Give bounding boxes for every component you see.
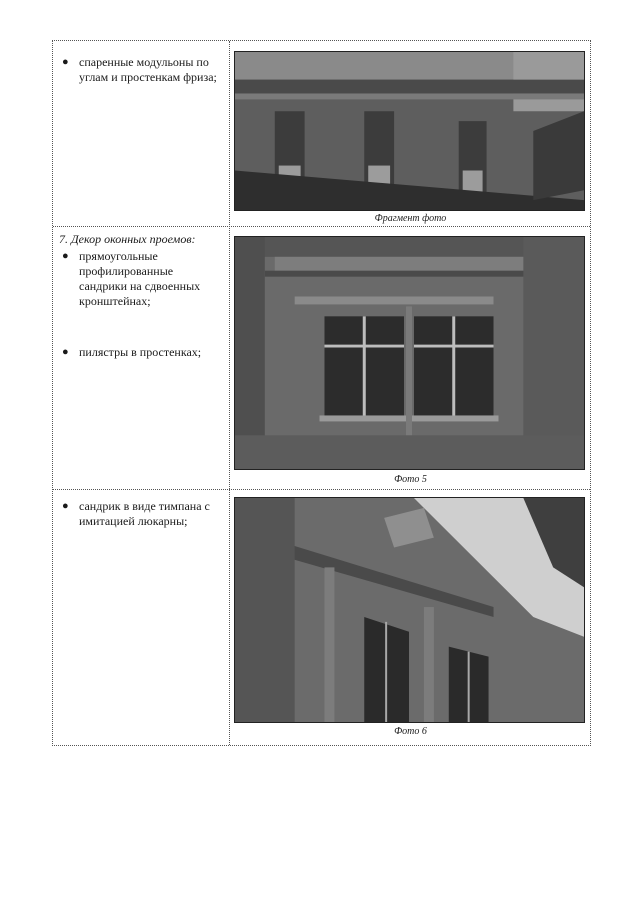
photo-image	[235, 52, 584, 210]
section-heading: 7. Декор оконных проемов:	[59, 232, 196, 246]
photo-image	[235, 237, 584, 469]
bullet-icon: ●	[62, 500, 69, 512]
photo-window-decor	[234, 236, 585, 470]
bullet-text: пилястры в простенках;	[79, 345, 202, 359]
list-item	[59, 55, 224, 85]
photo-caption: Фото 6	[394, 726, 427, 737]
table-row-2	[53, 226, 590, 489]
photo-image	[235, 498, 584, 722]
bullet-icon: ●	[62, 346, 69, 358]
bullet-text: сандрик в виде тимпана с имитацией люкарны;	[79, 499, 210, 528]
description-cell	[59, 55, 224, 85]
description-cell	[59, 499, 224, 529]
list-item	[59, 499, 224, 529]
photo-tympanum	[234, 497, 585, 723]
bullet-icon: ●	[62, 250, 69, 262]
list-item	[59, 249, 224, 309]
table-row-1	[53, 41, 590, 226]
table-row-3	[53, 489, 590, 747]
bullet-text: прямоугольные профилированные сандрики на сдвоенных кронштейнах;	[79, 249, 201, 308]
photo-facade-frieze	[234, 51, 585, 211]
document-table	[52, 40, 591, 746]
photo-caption: Фото 5	[394, 474, 427, 485]
bullet-icon: ●	[62, 56, 69, 68]
list-item	[59, 345, 224, 360]
bullet-text: спаренные модульоны по углам и простенкам фриза;	[79, 55, 217, 84]
photo-caption: Фрагмент фото	[374, 213, 447, 224]
description-cell	[59, 232, 224, 360]
